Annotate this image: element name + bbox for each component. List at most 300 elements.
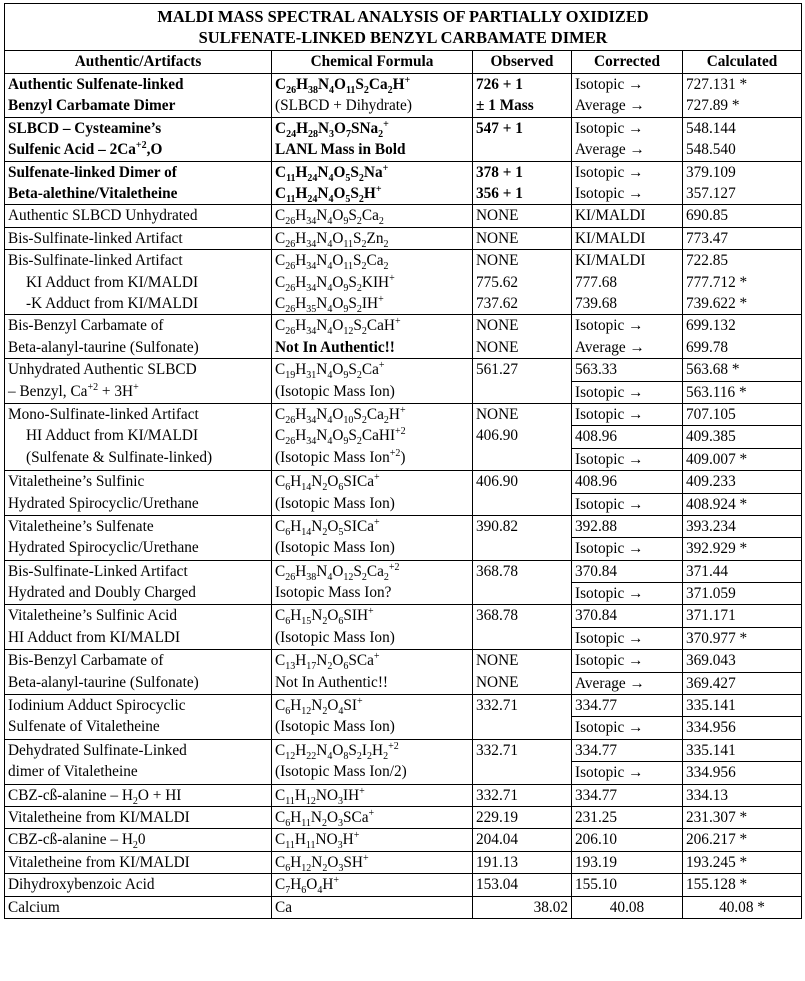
cell-corrected-line: Isotopic → xyxy=(575,317,644,335)
table-row xyxy=(5,515,802,537)
cell-observed xyxy=(473,471,572,516)
cell-observed xyxy=(473,117,572,161)
header-calculated: Calculated xyxy=(683,51,802,74)
cell-calculated-line: 371.44 xyxy=(686,562,729,580)
cell-authentic xyxy=(5,896,272,918)
table-row xyxy=(5,227,802,249)
cell-authentic-line: -K Adduct from KI/MALDI xyxy=(26,294,199,312)
cell-formula xyxy=(272,829,473,851)
cell-calculated-line: 369.043 xyxy=(686,652,736,670)
cell-observed-line: 406.90 xyxy=(476,427,519,445)
cell-authentic-line: Hydrated and Doubly Charged xyxy=(8,584,196,602)
table-row xyxy=(5,560,802,582)
cell-calculated-line: 40.08 * xyxy=(719,898,765,916)
header-corrected: Corrected xyxy=(572,51,683,74)
cell-calculated-line: 231.307 * xyxy=(686,808,748,826)
cell-calculated-line: 699.132 xyxy=(686,317,736,335)
cell-corrected-line: Isotopic → xyxy=(575,719,644,737)
cell-formula-line: $C_{11}H_{24}N_4O_5S_2H^+$ xyxy=(275,183,382,205)
cell-formula-line: $C_6H_{14}N_2O_5SICa^+$ xyxy=(275,516,380,538)
cell-calculated xyxy=(683,205,802,227)
table-row xyxy=(5,117,802,161)
cell-corrected xyxy=(572,896,683,918)
table-row xyxy=(5,250,802,315)
cell-calculated xyxy=(683,117,802,161)
cell-observed xyxy=(473,784,572,806)
table-row xyxy=(5,784,802,806)
cell-authentic-line: Beta-alanyl-taurine (Sulfonate) xyxy=(8,673,199,691)
cell-authentic-line: Vitaletheine’s Sulfenate xyxy=(8,517,154,535)
cell-observed-line: 737.62 xyxy=(476,294,519,312)
cell-corrected-line: Isotopic → xyxy=(575,76,644,93)
cell-observed-line: 332.71 xyxy=(476,786,519,804)
cell-formula xyxy=(272,605,473,650)
cell-formula-line: $C_{26}H_{34}N_4O_9S_2CaHI^{+2}$ xyxy=(275,426,406,448)
cell-formula xyxy=(272,896,473,918)
cell-authentic xyxy=(5,315,272,359)
cell-observed-line xyxy=(476,716,568,737)
cell-formula-line: Not In Authentic!! xyxy=(275,673,389,691)
cell-observed-line: 153.04 xyxy=(476,876,519,894)
cell-observed-line: 356 + 1 xyxy=(476,184,523,202)
cell-calculated-line: 370.977 * xyxy=(686,629,748,647)
cell-formula-line: (Isotopic Mass Ion) xyxy=(275,382,395,400)
cell-formula-line: $C_{26}H_{34}N_4O_{11}S_2Ca_2$ xyxy=(275,252,389,273)
cell-calculated-line: 334.956 xyxy=(686,719,736,737)
cell-authentic xyxy=(5,829,272,851)
cell-formula xyxy=(272,739,473,784)
cell-authentic-line: Vitaletheine from KI/MALDI xyxy=(8,853,190,871)
cell-corrected-line: 40.08 xyxy=(609,898,645,916)
cell-observed xyxy=(473,829,572,851)
cell-formula-line: $C_{26}H_{34}N_4O_{12}S_2CaH^+$ xyxy=(275,316,401,338)
cell-calculated xyxy=(683,315,802,359)
cell-authentic-line: – Benzyl, $Ca^{+2} + 3H^+$ xyxy=(8,381,139,400)
cell-authentic xyxy=(5,359,272,404)
cell-authentic-line: Iodinium Adduct Spirocyclic xyxy=(8,697,186,715)
cell-observed-line: 368.78 xyxy=(476,607,519,625)
cell-corrected-line: 370.84 xyxy=(575,607,618,625)
cell-observed xyxy=(473,227,572,249)
cell-calculated xyxy=(683,426,802,448)
table-row xyxy=(5,359,802,381)
table-row xyxy=(5,650,802,672)
cell-calculated-line: 722.85 xyxy=(686,252,729,270)
cell-calculated-line: 334.13 xyxy=(686,786,729,804)
cell-calculated-line: 357.127 xyxy=(686,184,736,202)
cell-corrected xyxy=(572,762,683,784)
cell-observed-line xyxy=(476,139,568,160)
cell-formula xyxy=(272,851,473,873)
cell-authentic xyxy=(5,227,272,249)
cell-authentic-line: Beta-alethine/Vitaletheine xyxy=(8,184,178,202)
cell-calculated-line: 371.059 xyxy=(686,585,736,603)
table-row xyxy=(5,161,802,205)
cell-formula-line: (Isotopic Mass Ion) xyxy=(275,494,395,512)
cell-corrected-line: Isotopic → xyxy=(575,764,644,782)
cell-calculated-line: 409.007 * xyxy=(686,450,748,468)
cell-calculated-line: 739.622 * xyxy=(686,294,748,312)
cell-calculated xyxy=(683,493,802,515)
cell-authentic-line: HI Adduct from KI/MALDI xyxy=(26,427,199,445)
cell-calculated xyxy=(683,471,802,493)
table-row xyxy=(5,851,802,873)
cell-formula-line: (Isotopic Mass Ion) xyxy=(275,628,395,646)
cell-calculated-line: 773.47 xyxy=(686,229,729,247)
cell-corrected xyxy=(572,493,683,515)
cell-corrected-line: Isotopic → xyxy=(575,652,644,670)
cell-calculated xyxy=(683,250,802,315)
cell-observed-line xyxy=(476,447,568,468)
cell-observed-line: 547 + 1 xyxy=(476,119,523,137)
cell-formula-line: (Isotopic Mass Ion$^{+2}$) xyxy=(275,447,406,466)
cell-formula-line: $C_6H_{12}N_2O_3SH^+$ xyxy=(275,852,369,874)
cell-calculated xyxy=(683,605,802,627)
cell-corrected-line: Average → xyxy=(575,97,645,115)
cell-authentic-line: Bis-Benzyl Carbamate of xyxy=(8,317,164,335)
cell-observed-line: NONE xyxy=(476,673,519,691)
cell-corrected xyxy=(572,851,683,873)
cell-authentic-line: Unhydrated Authentic SLBCD xyxy=(8,361,197,379)
cell-observed-line: NONE xyxy=(476,317,519,335)
cell-corrected-line: KI/MALDI xyxy=(575,252,646,270)
cell-corrected-line: Average → xyxy=(575,674,645,692)
cell-calculated xyxy=(683,403,802,425)
cell-calculated xyxy=(683,448,802,470)
cell-authentic-line: Hydrated Spirocyclic/Urethane xyxy=(8,539,199,557)
cell-formula xyxy=(272,403,473,470)
cell-formula-line: (Isotopic Mass Ion) xyxy=(275,718,395,736)
cell-calculated-line: 563.68 * xyxy=(686,361,740,379)
cell-corrected xyxy=(572,515,683,537)
cell-observed-line: 204.04 xyxy=(476,831,519,849)
table-row xyxy=(5,315,802,359)
title-line-2: SULFENATE-LINKED BENZYL CARBAMATE DIMER xyxy=(198,28,608,47)
cell-authentic-line: Authentic SLBCD Unhydrated xyxy=(8,207,198,225)
cell-observed-line: NONE xyxy=(476,229,519,247)
cell-corrected xyxy=(572,315,683,359)
cell-corrected-line: Isotopic → xyxy=(575,184,644,202)
cell-authentic-line: HI Adduct from KI/MALDI xyxy=(8,628,181,646)
cell-observed-line: 406.90 xyxy=(476,473,519,491)
cell-corrected xyxy=(572,161,683,205)
cell-corrected xyxy=(572,74,683,118)
cell-authentic-line: KI Adduct from KI/MALDI xyxy=(26,273,199,291)
cell-corrected xyxy=(572,538,683,560)
cell-observed xyxy=(473,896,572,918)
cell-calculated-line: 727.131 * xyxy=(686,76,748,93)
cell-formula xyxy=(272,806,473,828)
cell-authentic xyxy=(5,695,272,740)
cell-calculated-line: 727.89 * xyxy=(686,97,740,115)
mass-spectral-table xyxy=(4,3,802,919)
cell-corrected xyxy=(572,205,683,227)
cell-authentic xyxy=(5,74,272,118)
cell-observed xyxy=(473,74,572,118)
cell-formula xyxy=(272,560,473,605)
cell-observed-line: 775.62 xyxy=(476,273,519,291)
cell-calculated xyxy=(683,851,802,873)
table-title xyxy=(5,4,802,51)
cell-observed-line: 561.27 xyxy=(476,361,519,379)
cell-corrected-line: Isotopic → xyxy=(575,405,644,423)
cell-calculated-line: 334.956 xyxy=(686,764,736,782)
cell-authentic xyxy=(5,650,272,695)
cell-formula-line: (SLBCD + Dihydrate) xyxy=(275,97,412,115)
cell-authentic-line: Vitaletheine’s Sulfinic Acid xyxy=(8,607,178,625)
cell-authentic xyxy=(5,560,272,605)
cell-formula xyxy=(272,74,473,118)
cell-formula-line: LANL Mass in Bold xyxy=(275,141,406,159)
cell-authentic xyxy=(5,605,272,650)
cell-calculated xyxy=(683,538,802,560)
header-authentic: Authentic/Artifacts xyxy=(5,51,272,74)
cell-corrected-line: 392.88 xyxy=(575,517,618,535)
cell-authentic-line: Mono-Sulfinate-linked Artifact xyxy=(8,405,199,423)
cell-calculated-line: 379.109 xyxy=(686,163,736,181)
cell-calculated xyxy=(683,583,802,605)
cell-formula xyxy=(272,227,473,249)
cell-calculated-line: 409.233 xyxy=(686,473,736,491)
table-row xyxy=(5,829,802,851)
cell-authentic xyxy=(5,205,272,227)
cell-corrected xyxy=(572,359,683,381)
cell-formula-line: Isotopic Mass Ion? xyxy=(275,584,392,602)
cell-authentic-line: Sulfenate-linked Dimer of xyxy=(8,163,177,181)
cell-calculated-line: 392.929 * xyxy=(686,540,748,558)
cell-calculated-line: 371.171 xyxy=(686,607,736,625)
cell-calculated xyxy=(683,717,802,739)
cell-authentic-line: Benzyl Carbamate Dimer xyxy=(8,97,176,115)
cell-formula xyxy=(272,471,473,516)
cell-formula xyxy=(272,205,473,227)
cell-authentic xyxy=(5,806,272,828)
cell-calculated-line: 206.217 * xyxy=(686,831,748,849)
cell-formula-line: $C_{13}H_{17}N_2O_6SCa^+$ xyxy=(275,651,380,673)
table-row xyxy=(5,695,802,717)
cell-observed-line: 368.78 xyxy=(476,562,519,580)
cell-observed-line: 332.71 xyxy=(476,697,519,715)
cell-observed-line: 191.13 xyxy=(476,853,519,871)
cell-calculated-line: 690.85 xyxy=(686,207,729,225)
cell-authentic-line: Bis-Benzyl Carbamate of xyxy=(8,652,164,670)
cell-authentic-line: SLBCD – Cysteamine’s xyxy=(8,119,162,137)
header-row xyxy=(5,51,802,74)
cell-observed-line: 229.19 xyxy=(476,808,519,826)
cell-observed xyxy=(473,605,572,650)
cell-calculated xyxy=(683,829,802,851)
cell-authentic-line: Hydrated Spirocyclic/Urethane xyxy=(8,494,199,512)
cell-corrected-line: Isotopic → xyxy=(575,119,644,137)
cell-calculated-line: 408.924 * xyxy=(686,495,748,513)
cell-observed-line: NONE xyxy=(476,252,519,270)
cell-authentic-line: Authentic Sulfenate-linked xyxy=(8,76,184,93)
cell-observed xyxy=(473,161,572,205)
cell-calculated-line: 393.234 xyxy=(686,517,736,535)
cell-formula-line: (Isotopic Mass Ion) xyxy=(275,539,395,557)
header-observed: Observed xyxy=(473,51,572,74)
cell-formula-line: $C_{26}H_{38}N_4O_{12}S_2Ca_2^{+2}$ xyxy=(275,561,400,583)
cell-calculated-line: 335.141 xyxy=(686,741,736,759)
cell-authentic xyxy=(5,250,272,315)
cell-formula xyxy=(272,250,473,315)
cell-observed-line xyxy=(476,761,568,782)
title-line-1: MALDI MASS SPECTRAL ANALYSIS OF PARTIALLY OXIDIZED xyxy=(157,7,649,26)
cell-formula xyxy=(272,874,473,896)
cell-observed-line xyxy=(476,493,568,514)
table-row xyxy=(5,896,802,918)
cell-formula-line: $C_6H_{14}N_2O_6SICa^+$ xyxy=(275,472,380,494)
cell-calculated-line: 563.116 * xyxy=(686,383,747,401)
cell-calculated-line: 369.427 xyxy=(686,674,736,692)
cell-authentic xyxy=(5,471,272,516)
cell-authentic xyxy=(5,403,272,470)
cell-corrected-line: 231.25 xyxy=(575,808,618,826)
cell-corrected xyxy=(572,381,683,403)
cell-authentic-line: Bis-Sulfinate-linked Artifact xyxy=(8,229,183,247)
cell-observed-line xyxy=(476,537,568,558)
cell-observed-line: 38.02 xyxy=(533,898,568,916)
cell-observed xyxy=(473,250,572,315)
cell-observed xyxy=(473,359,572,404)
cell-corrected-line: 334.77 xyxy=(575,697,618,715)
cell-calculated-line: 548.144 xyxy=(686,119,736,137)
cell-corrected-line: KI/MALDI xyxy=(575,229,646,247)
cell-corrected xyxy=(572,605,683,627)
cell-corrected-line: 739.68 xyxy=(575,294,618,312)
cell-calculated xyxy=(683,560,802,582)
cell-observed-line xyxy=(476,582,568,603)
cell-calculated xyxy=(683,515,802,537)
cell-calculated xyxy=(683,627,802,649)
cell-observed-line: 332.71 xyxy=(476,741,519,759)
cell-authentic-line: (Sulfenate & Sulfinate-linked) xyxy=(26,448,213,466)
cell-corrected-line: 777.68 xyxy=(575,273,618,291)
cell-observed xyxy=(473,806,572,828)
table-row xyxy=(5,403,802,425)
cell-corrected-line: Isotopic → xyxy=(575,495,644,513)
cell-corrected-line: 408.96 xyxy=(575,428,618,446)
header-formula: Chemical Formula xyxy=(272,51,473,74)
cell-authentic-line: CBZ-cß-alanine – $H_20$ xyxy=(8,831,146,852)
cell-corrected-line: 408.96 xyxy=(575,473,618,491)
title-row xyxy=(5,4,802,51)
cell-calculated xyxy=(683,784,802,806)
table-row xyxy=(5,205,802,227)
cell-observed-line xyxy=(476,627,568,648)
cell-calculated xyxy=(683,739,802,761)
cell-corrected xyxy=(572,806,683,828)
cell-formula-line: $C_7H_6O_4H^+$ xyxy=(275,875,340,897)
cell-formula xyxy=(272,515,473,560)
cell-corrected-line: 370.84 xyxy=(575,562,618,580)
cell-observed xyxy=(473,650,572,695)
cell-observed xyxy=(473,874,572,896)
cell-authentic xyxy=(5,515,272,560)
cell-corrected-line: Isotopic → xyxy=(575,450,644,468)
cell-observed xyxy=(473,695,572,740)
cell-formula-line: Ca xyxy=(275,898,292,916)
cell-corrected xyxy=(572,583,683,605)
cell-corrected xyxy=(572,227,683,249)
cell-corrected xyxy=(572,250,683,315)
cell-authentic xyxy=(5,161,272,205)
cell-calculated xyxy=(683,227,802,249)
cell-formula-line: $C_6H_{15}N_2O_6SIH^+$ xyxy=(275,606,374,628)
cell-authentic xyxy=(5,851,272,873)
cell-authentic-line: Sulfenic Acid – $2Ca^{+2},O$ xyxy=(8,140,163,159)
cell-calculated xyxy=(683,74,802,118)
cell-corrected xyxy=(572,829,683,851)
cell-calculated xyxy=(683,806,802,828)
cell-corrected xyxy=(572,448,683,470)
cell-observed-line: 390.82 xyxy=(476,517,519,535)
cell-calculated-line: 155.128 * xyxy=(686,876,748,894)
cell-calculated-line: 707.105 xyxy=(686,405,736,423)
cell-formula xyxy=(272,117,473,161)
cell-formula-line: $C_{26}H_{34}N_4O_9S_2KIH^+$ xyxy=(275,272,395,294)
cell-authentic xyxy=(5,784,272,806)
cell-formula-line: $C_6H_{11}N_2O_3SCa^+$ xyxy=(275,807,375,829)
cell-formula xyxy=(272,695,473,740)
cell-authentic-line: Beta-alanyl-taurine (Sulfonate) xyxy=(8,338,199,356)
cell-formula xyxy=(272,161,473,205)
cell-corrected-line: Average → xyxy=(575,338,645,356)
cell-formula-line: $C_6H_{12}N_2O_4SI^+$ xyxy=(275,695,363,718)
cell-observed xyxy=(473,205,572,227)
cell-observed-line: ± 1 Mass xyxy=(476,97,534,115)
cell-calculated xyxy=(683,161,802,205)
cell-corrected-line: 334.77 xyxy=(575,741,618,759)
cell-observed-line xyxy=(476,381,568,402)
cell-corrected-line: Isotopic → xyxy=(575,540,644,558)
cell-corrected xyxy=(572,426,683,448)
cell-corrected-line: Isotopic → xyxy=(575,383,644,401)
cell-observed xyxy=(473,560,572,605)
cell-calculated-line: 335.141 xyxy=(686,697,736,715)
cell-formula-line: $C_{11}H_{11}NO_3H^+$ xyxy=(275,830,360,852)
cell-observed xyxy=(473,403,572,470)
cell-corrected xyxy=(572,717,683,739)
cell-formula xyxy=(272,784,473,806)
cell-corrected xyxy=(572,627,683,649)
cell-observed xyxy=(473,739,572,784)
cell-calculated xyxy=(683,762,802,784)
cell-formula-line: Not In Authentic!! xyxy=(275,338,395,356)
cell-calculated xyxy=(683,672,802,694)
cell-corrected xyxy=(572,739,683,761)
cell-calculated-line: 777.712 * xyxy=(686,273,748,291)
cell-observed-line: 726 + 1 xyxy=(476,76,523,93)
cell-calculated xyxy=(683,874,802,896)
cell-corrected-line: Average → xyxy=(575,141,645,159)
cell-calculated xyxy=(683,695,802,717)
cell-observed xyxy=(473,315,572,359)
cell-corrected-line: 193.19 xyxy=(575,853,618,871)
table-row xyxy=(5,874,802,896)
cell-corrected xyxy=(572,874,683,896)
cell-formula-line: $C_{24}H_{28}N_3O_7SNa_2^+$ xyxy=(275,118,389,140)
cell-observed-line: NONE xyxy=(476,338,519,356)
cell-corrected-line: Isotopic → xyxy=(575,629,644,647)
table-row xyxy=(5,806,802,828)
cell-authentic-line: Sulfenate of Vitaletheine xyxy=(8,718,160,736)
cell-corrected-line: 155.10 xyxy=(575,876,618,894)
cell-formula-line: $C_{26}H_{38}N_4O_{11}S_2Ca_2H^+$ xyxy=(275,74,411,97)
cell-corrected xyxy=(572,672,683,694)
cell-observed-line: NONE xyxy=(476,207,519,225)
cell-corrected-line: 206.10 xyxy=(575,831,618,849)
